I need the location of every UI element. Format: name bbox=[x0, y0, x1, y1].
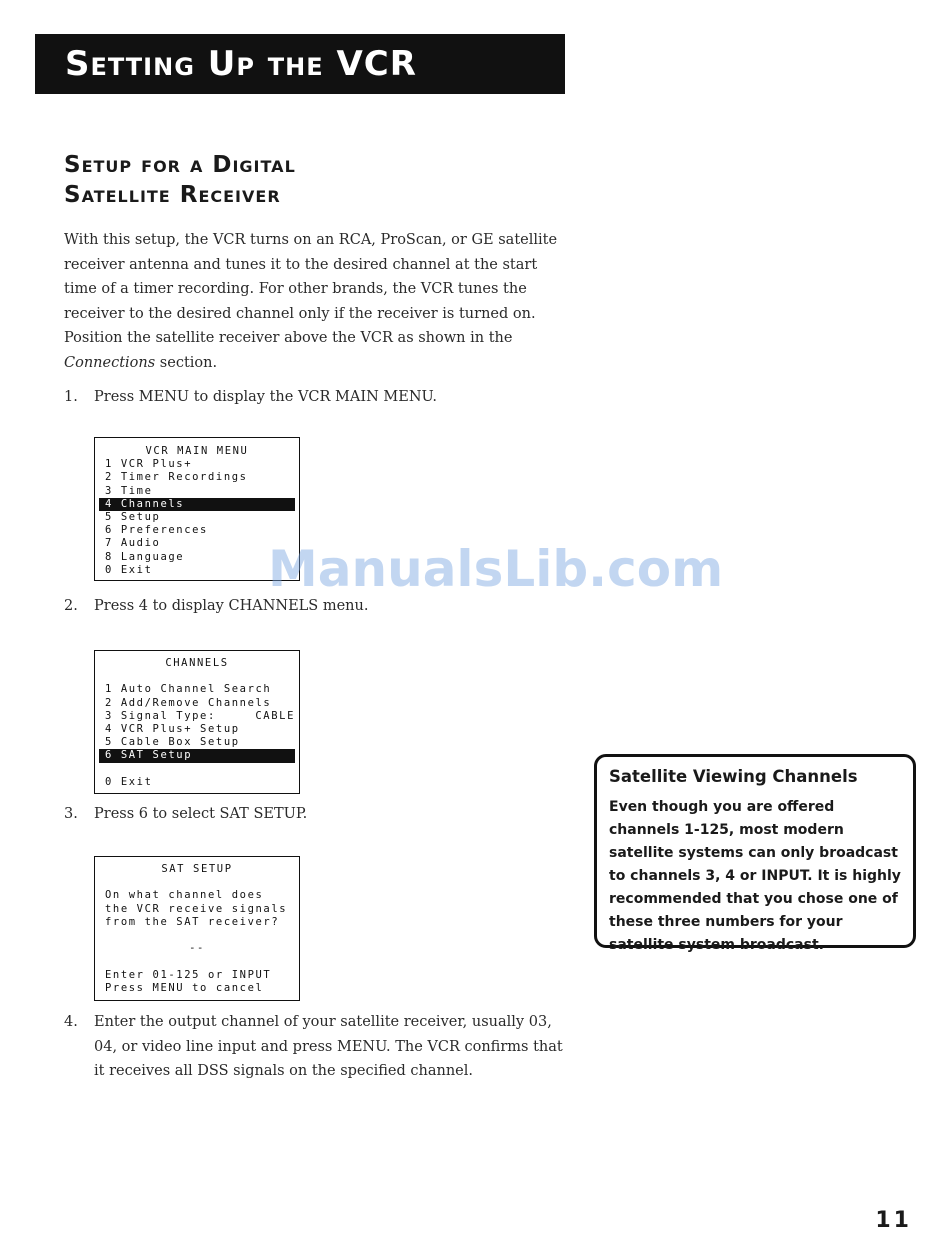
channels-menu-screen bbox=[94, 650, 300, 794]
main-menu-item: 2 Timer Recordings bbox=[105, 471, 248, 484]
page-number: 11 bbox=[875, 1208, 912, 1233]
chapter-header-bar bbox=[35, 34, 565, 94]
channels-menu-item: 5 Cable Box Setup bbox=[105, 736, 240, 749]
note-title: Satellite Viewing Channels bbox=[609, 767, 858, 786]
section-title-line1: Setup for a Digital bbox=[64, 152, 296, 178]
watermark: ManualsLib.com bbox=[268, 540, 724, 598]
sat-setup-question: from the SAT receiver? bbox=[105, 915, 280, 928]
step-text: Press 4 to display CHANNELS menu. bbox=[94, 598, 369, 614]
main-menu-item: 1 VCR Plus+ bbox=[105, 458, 193, 471]
note-body: Even though you are offered channels 1-125, most modern satellite systems can only broadcast to channels 3, 4 or INPUT. It is highly recommended that you chose one of these three numbers for your satellite system broadcast. bbox=[609, 799, 901, 953]
step-3 bbox=[64, 802, 564, 827]
intro-italic-connections: Connections bbox=[64, 354, 156, 371]
satellite-channels-note bbox=[594, 754, 916, 953]
section-title bbox=[64, 150, 296, 210]
main-menu-item: 5 Setup bbox=[105, 510, 161, 523]
chapter-title: Setting Up the VCR bbox=[65, 44, 417, 84]
signal-type-value: CABLE bbox=[255, 709, 295, 722]
channels-menu-item: 2 Add/Remove Channels bbox=[105, 696, 272, 709]
main-menu-item: 6 Preferences bbox=[105, 524, 208, 537]
main-menu-item: 7 Audio bbox=[105, 537, 161, 550]
sat-setup-question: the VCR receive signals bbox=[105, 902, 288, 915]
step-text: Press 6 to select SAT SETUP. bbox=[94, 806, 308, 822]
sat-setup-footer: Press MENU to cancel bbox=[105, 981, 264, 994]
step-number: 2. bbox=[64, 598, 78, 614]
sat-setup-footer: Enter 01-125 or INPUT bbox=[105, 968, 272, 981]
intro-text-before: With this setup, the VCR turns on an RCA, ProScan, or GE satellite receiver antenna and tunes it to the desired channel at the start time of a timer recording. For other brands, the VCR tunes the receiver to the desired channel only if the receiver is turned on. Position the satellite receiver above the VCR as shown in the bbox=[64, 232, 558, 346]
step-4 bbox=[64, 1010, 564, 1084]
main-menu-item: 3 Time bbox=[105, 484, 153, 497]
sat-setup-question: On what channel does bbox=[105, 889, 264, 902]
intro-text-after: section. bbox=[155, 354, 218, 371]
step-1 bbox=[64, 385, 564, 410]
main-menu-item: 0 Exit bbox=[105, 563, 153, 576]
step-number: 1. bbox=[64, 389, 78, 405]
channels-menu-item: 4 VCR Plus+ Setup bbox=[105, 722, 240, 735]
main-menu-item-highlighted: 4 Channels bbox=[99, 498, 295, 511]
step-text: Press MENU to display the VCR MAIN MENU. bbox=[94, 389, 438, 405]
intro-paragraph bbox=[64, 228, 564, 375]
sat-setup-title: SAT SETUP bbox=[161, 863, 233, 875]
channels-menu-item-signal bbox=[95, 710, 299, 723]
step-text: Enter the output channel of your satellite receiver, usually 03, 04, or video line input and press MENU. The VCR confirms that it receives all DSS signals on the specified channel. bbox=[94, 1014, 563, 1079]
channels-menu-title: CHANNELS bbox=[165, 657, 229, 669]
sat-setup-screen bbox=[94, 856, 300, 1001]
main-menu-item: 8 Language bbox=[105, 550, 185, 563]
step-number: 4. bbox=[64, 1014, 78, 1030]
step-number: 3. bbox=[64, 806, 78, 822]
channels-menu-exit: 0 Exit bbox=[105, 775, 153, 788]
step-2 bbox=[64, 594, 564, 619]
section-title-line2: Satellite Receiver bbox=[64, 182, 281, 208]
main-menu-title: VCR MAIN MENU bbox=[145, 445, 249, 457]
sat-setup-entry: -- bbox=[189, 942, 205, 955]
signal-type-label: 3 Signal Type: bbox=[105, 709, 216, 722]
channels-menu-item: 1 Auto Channel Search bbox=[105, 683, 272, 696]
channels-menu-item-highlighted: 6 SAT Setup bbox=[99, 749, 295, 762]
